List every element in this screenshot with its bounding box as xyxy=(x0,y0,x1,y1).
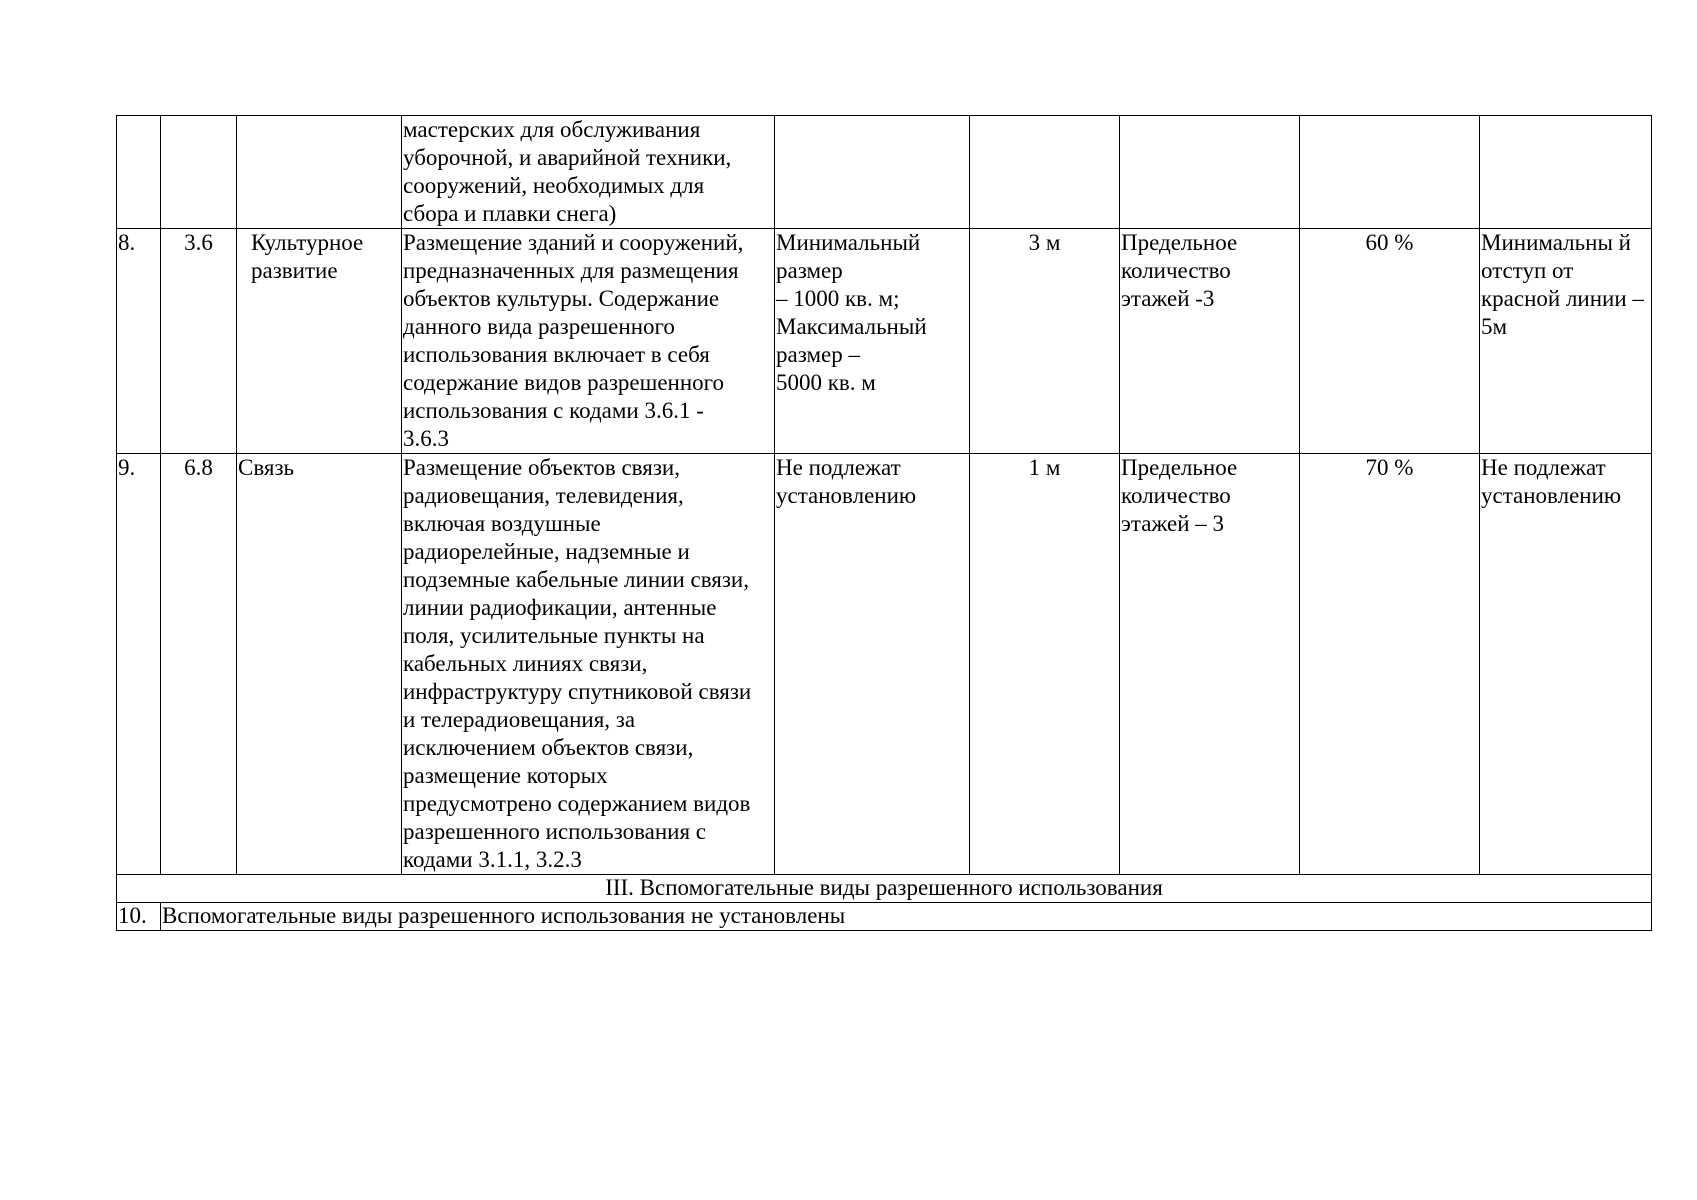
cell-plot-size: Минимальный размер – 1000 кв. м; Максимальный размер – 5000 кв. м xyxy=(775,229,970,454)
cell-floors xyxy=(1120,116,1300,229)
table-row xyxy=(117,903,1652,931)
table-row-continuation xyxy=(117,116,1652,229)
cell-number: 8. xyxy=(117,229,161,454)
section-heading: III. Вспомогательные виды разрешенного использования xyxy=(117,875,1652,903)
cell-coverage xyxy=(1300,116,1480,229)
cell-description: мастерских для обслуживания уборочной, и аварийной техники, сооружений, необходимых для сбора и плавки снега) xyxy=(402,116,775,229)
cell-name: Связь xyxy=(237,454,402,875)
cell-auxiliary-text: Вспомогательные виды разрешенного использования не установлены xyxy=(161,903,1652,931)
cell-other: Минимальны й отступ от красной линии – 5м xyxy=(1480,229,1652,454)
section-heading-row xyxy=(117,875,1652,903)
cell-name: Культурное развитие xyxy=(237,229,402,454)
cell-floors: Предельное количество этажей – 3 xyxy=(1120,454,1300,875)
table-row xyxy=(117,229,1652,454)
cell-number: 9. xyxy=(117,454,161,875)
cell-number: 10. xyxy=(117,903,161,931)
cell-code: 3.6 xyxy=(161,229,237,454)
cell-name xyxy=(237,116,402,229)
cell-code xyxy=(161,116,237,229)
cell-other xyxy=(1480,116,1652,229)
cell-plot-size xyxy=(775,116,970,229)
cell-floors: Предельное количество этажей -3 xyxy=(1120,229,1300,454)
cell-setback: 1 м xyxy=(970,454,1120,875)
cell-coverage: 60 % xyxy=(1300,229,1480,454)
cell-description: Размещение объектов связи, радиовещания, телевидения, включая воздушные радиорелейные, надземные и подземные кабельные линии связи, линии радиофикации, антенные поля, усилительные пункты на кабельных линиях связи, инфраструктуру спутниковой связи и телерадиовещания, за исключением объектов связи, размещение которых предусмотрено содержанием видов разрешенного использования с кодами 3.1.1, 3.2.3 xyxy=(402,454,775,875)
cell-setback xyxy=(970,116,1120,229)
table-row xyxy=(117,454,1652,875)
cell-setback: 3 м xyxy=(970,229,1120,454)
land-use-table xyxy=(116,115,1652,931)
cell-number xyxy=(117,116,161,229)
cell-description: Размещение зданий и сооружений, предназначенных для размещения объектов культуры. Содержание данного вида разрешенного использования включает в себя содержание видов разрешенного использования с кодами 3.6.1 - 3.6.3 xyxy=(402,229,775,454)
cell-coverage: 70 % xyxy=(1300,454,1480,875)
cell-code: 6.8 xyxy=(161,454,237,875)
cell-plot-size: Не подлежат установлению xyxy=(775,454,970,875)
cell-other: Не подлежат установлению xyxy=(1480,454,1652,875)
